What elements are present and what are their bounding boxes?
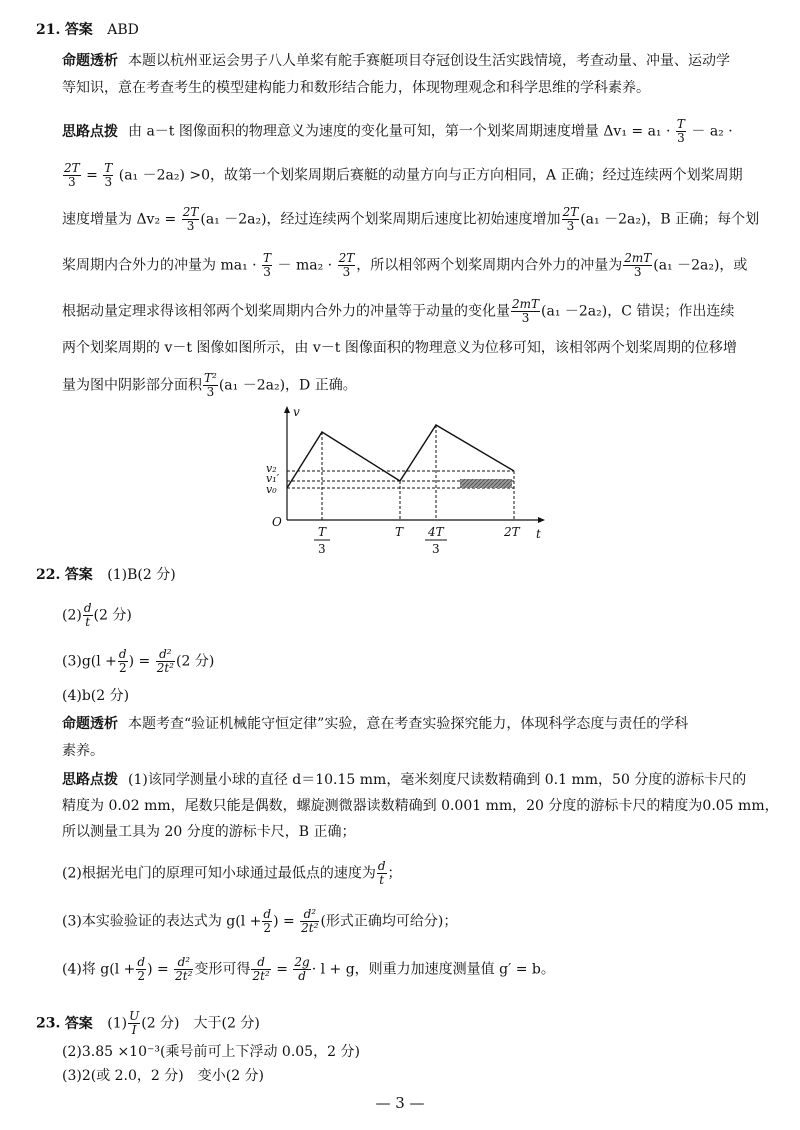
q22-e6-prefix: (4)将 g(l +: [62, 961, 136, 978]
tick-label-T: T: [395, 525, 404, 539]
frac-den: 2t²: [156, 661, 174, 675]
answer-label: 答案: [64, 1015, 93, 1032]
answer-label: 答案: [64, 22, 93, 38]
frac-den: I: [131, 1023, 137, 1037]
fraction: [338, 252, 356, 279]
q21-idea-text-7b: (a₁ －2a₂)，D 正确。: [218, 377, 357, 394]
fraction: [293, 956, 310, 983]
frac-den: 3: [677, 131, 685, 145]
fraction: [300, 908, 319, 935]
fraction: [103, 162, 113, 189]
tick-label-T-over-3-num: T: [318, 525, 327, 539]
frac-num: 2mT: [512, 297, 540, 311]
frac-den: 2t²: [301, 921, 319, 935]
q21-idea-line-5: [62, 298, 734, 325]
frac-den: 2: [118, 661, 127, 675]
topic-label: 命题透析: [62, 716, 118, 732]
origin-label: O: [272, 515, 282, 529]
q21-idea-line-6: 两个划桨周期的 v－t 图像如图所示，由 v－t 图像面积的物理意义为位移可知，该相邻两个划桨周期的位移增: [62, 340, 737, 356]
q22-e6-mid: ) =: [147, 961, 169, 978]
q23-answer-3: (3)2(或 2.0，2 分) 变小(2 分): [62, 1068, 265, 1084]
frac-den: t: [85, 615, 91, 629]
frac-num: d: [377, 859, 386, 873]
frac-num: d: [118, 647, 127, 661]
q21-idea-text-1b: － a₂ ·: [691, 123, 733, 140]
q22-e6-text: 变形可得: [194, 961, 251, 978]
idea-label: 思路点拨: [62, 772, 118, 788]
frac-den: d: [298, 969, 306, 983]
frac-num: d: [251, 956, 270, 970]
fraction: [251, 956, 270, 983]
frac-den: 3: [566, 219, 575, 233]
q22-e4-text: (2)根据光电门的原理可知小球通过最低点的速度为: [62, 865, 376, 882]
fraction: [83, 602, 93, 629]
frac-den: t: [379, 873, 385, 887]
frac-den: 3: [206, 385, 215, 399]
v0-label: v₀: [266, 483, 277, 496]
q22-a2-prefix: (2): [62, 607, 82, 624]
tick-label-4T-over-3-num: 4T: [428, 525, 444, 539]
q21-idea-line-2: $\frac{2T}{3}$ = $\frac{T}{3}$ (a₁ －2a₂) >0，故第一个划桨周期后赛艇的动量方向与正方向相同，A 正确；经过连续两个划桨周期: [64, 161, 743, 189]
q22-a3-suffix: (2 分): [176, 653, 215, 670]
q21-number: 21.: [36, 22, 61, 38]
q21-answer-line: [36, 20, 139, 40]
vt-graph: [262, 402, 552, 572]
q21-topic-line-2: 等知识，意在考查考生的模型建构能力和数形结合能力，体现物理观念和科学思维的学科素养。: [62, 80, 650, 96]
fraction: [511, 298, 540, 325]
q21-topic-line-1: [62, 51, 730, 71]
q22-e5-mid: ) =: [273, 913, 295, 930]
v-axis-arrow-icon: [284, 406, 290, 413]
q22-a2-suffix: (2 分): [93, 607, 132, 624]
q21-idea-line-4: [62, 252, 747, 279]
q21-idea-text-4c: ，所以相邻两个划桨周期内合外力的冲量为: [356, 257, 623, 274]
frac-num: T: [263, 251, 272, 265]
fraction: [118, 648, 128, 675]
vt-curve: [287, 425, 514, 488]
t-axis-label: t: [536, 527, 541, 541]
q22-a3-mid: ) =: [128, 653, 151, 670]
q22-e5-suffix: (形式正确均可给分)；: [320, 913, 458, 930]
q22-answer-1: (1)B(2 分): [107, 567, 176, 583]
v2-label: v₂: [266, 462, 277, 475]
q21-idea-text-7a: 量为图中阴影部分面积: [62, 377, 202, 394]
q21-idea-text-2: (a₁ －2a₂) >0，故第一个划桨周期后赛艇的动量方向与正方向相同，A 正确；经过连续两个划桨周期: [118, 167, 743, 184]
q22-idea-line-3: 所以测量工具为 20 分度的游标卡尺，B 正确；: [62, 824, 356, 840]
frac-den: 3: [104, 175, 113, 189]
q22-e6-eq: =: [276, 961, 288, 978]
frac-den: 3: [263, 265, 271, 279]
q22-topic-text-1: 本题考查“验证机械能守恒定律”实验，意在考查实验探究能力，体现科学态度与责任的学科: [128, 716, 689, 732]
answer-label: 答案: [64, 567, 93, 583]
frac-num: 2T: [562, 205, 579, 219]
frac-num: 2T: [338, 251, 355, 265]
q22-answer-2: [62, 602, 132, 629]
frac-den: 2t²: [252, 969, 270, 983]
tick-label-T-over-3-den: 3: [318, 542, 326, 556]
fraction: [377, 860, 387, 887]
t-axis-arrow-icon: [538, 517, 545, 523]
q22-e5-prefix: (3)本实验验证的表达式为 g(l +: [62, 913, 262, 930]
frac-num: T²: [204, 371, 217, 385]
q23-a1-suffix: (2 分) 大于(2 分): [141, 1015, 260, 1032]
q22-idea-line-4: [62, 860, 402, 887]
q22-idea-line-5: [62, 908, 457, 935]
fraction: [182, 206, 200, 233]
fraction: [262, 252, 272, 279]
frac-den: 3: [342, 265, 351, 279]
q21-idea-text-3b: (a₁ －2a₂)，经过连续两个划桨周期后速度比初始速度增加: [200, 211, 561, 228]
fraction: [174, 956, 193, 983]
page-number: — 3 —: [375, 1094, 425, 1112]
q22-topic-line-2: 素养。: [62, 743, 104, 759]
fraction: [623, 252, 652, 279]
frac-num: d²: [156, 648, 175, 662]
frac-den: 3: [521, 311, 530, 325]
q21-idea-text-4b: － ma₂ ·: [277, 257, 333, 274]
frac-num: 2mT: [624, 251, 652, 265]
fraction: [562, 206, 580, 233]
q22-answer-3: [62, 648, 214, 675]
q21-answer: ABD: [107, 22, 139, 38]
tick-label-2T: 2T: [504, 525, 520, 539]
q21-idea-text-5a: 根据动量定理求得该相邻两个划桨周期内合外力的冲量等于动量的变化量: [62, 303, 510, 320]
frac-num: 2T: [64, 161, 80, 175]
fraction: [203, 372, 218, 399]
q22-e4-suffix: ；: [387, 865, 402, 882]
q21-idea-text-4d: (a₁ －2a₂)，或: [653, 257, 748, 274]
q21-idea-text-3c: (a₁ －2a₂)，B 正确；每个划: [580, 211, 760, 228]
q21-idea-line-1: [62, 118, 733, 145]
q23-number: 23.: [36, 1015, 61, 1032]
q22-idea-text-1: (1)该同学测量小球的直径 d＝10.15 mm，毫米刻度尺读数精确到 0.1 mm，50 分度的游标卡尺的: [128, 772, 747, 788]
frac-num: d²: [300, 908, 319, 922]
fraction: [63, 162, 81, 189]
frac-den: 3: [633, 265, 642, 279]
q22-topic-line-1: [62, 714, 688, 734]
frac-num: d: [83, 601, 92, 615]
q22-e6-suffix: · l + g，则重力加速度测量值 g′ = b。: [311, 961, 555, 978]
tick-label-4T-over-3-den: 3: [432, 542, 440, 556]
q21-idea-line-7: [62, 372, 357, 399]
fraction: [128, 1010, 140, 1037]
q22-answer-line: [36, 565, 176, 585]
frac-num: T: [104, 161, 113, 175]
frac-den: 2: [263, 921, 272, 935]
v1-label: v₁′: [266, 472, 280, 485]
frac-den: 3: [186, 219, 195, 233]
q23-answer-2: (2)3.85 ×10⁻³(乘号前可上下浮动 0.05，2 分): [62, 1044, 360, 1060]
frac-num: T: [676, 117, 685, 131]
q21-topic-text-1: 本题以杭州亚运会男子八人单桨有舵手赛艇项目夺冠创设生活实践情境，考查动量、冲量、运动学: [128, 53, 730, 69]
q21-idea-text-5b: (a₁ －2a₂)，C 错误；作出连续: [541, 303, 735, 320]
frac-den: 2t²: [175, 969, 193, 983]
q22-idea-line-1: [62, 770, 746, 790]
q21-idea-text-1: 由 a－t 图像面积的物理意义为速度的变化量可知，第一个划桨周期速度增量 Δv₁ = a₁ ·: [128, 123, 671, 140]
fraction: [156, 648, 175, 675]
q21-idea-line-3: [62, 206, 759, 233]
frac-num: d²: [174, 956, 193, 970]
v-axis-label: v: [293, 405, 300, 419]
q21-idea-text-3a: 速度增量为 Δv₂ =: [62, 211, 177, 228]
frac-num: d: [137, 955, 146, 969]
topic-label: 命题透析: [62, 53, 118, 69]
q22-answer-4: (4)b(2 分): [62, 688, 130, 704]
frac-num: d: [263, 907, 272, 921]
frac-num: U: [129, 1009, 140, 1023]
frac-num: 2T: [182, 205, 199, 219]
fraction: [262, 908, 272, 935]
frac-den: 3: [68, 175, 76, 189]
idea-label: 思路点拨: [62, 123, 118, 140]
q23-a1-prefix: (1): [107, 1015, 128, 1032]
q21-idea-text-4a: 桨周期内合外力的冲量为 ma₁ ·: [62, 257, 257, 274]
shaded-area: [460, 479, 512, 488]
q22-idea-line-6: [62, 956, 555, 983]
q22-a3-prefix: (3)g(l +: [62, 653, 117, 670]
q23-answer-line: [36, 1010, 260, 1037]
fraction: [136, 956, 146, 983]
frac-num: 2g: [294, 955, 310, 969]
q22-number: 22.: [36, 567, 61, 583]
frac-den: 2: [137, 969, 146, 983]
fraction: [676, 118, 686, 145]
q22-idea-line-2: 精度为 0.02 mm，尾数只能是偶数，螺旋测微器读数精确到 0.001 mm，20 分度的游标卡尺的精度为0.05 mm，: [62, 798, 779, 814]
